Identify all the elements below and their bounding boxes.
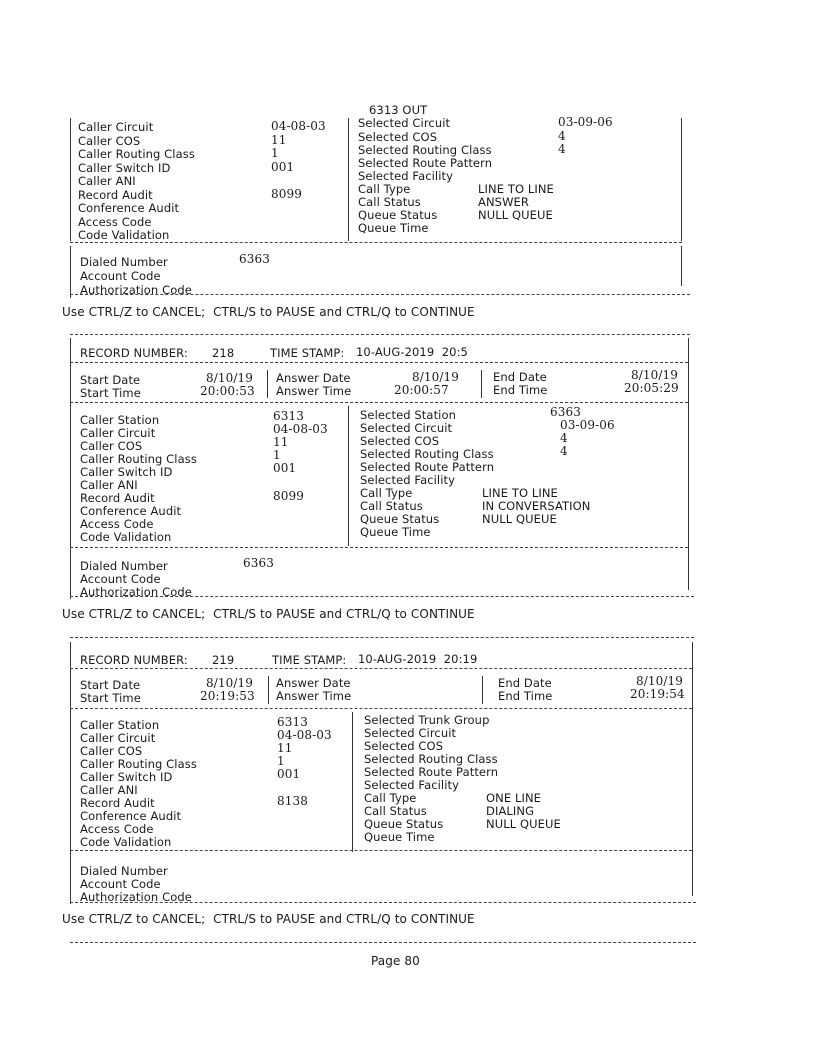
field-label: Access Code [80,822,154,836]
end-date: 8/10/19 [636,674,683,688]
account-code-label: Account Code [80,572,161,586]
field-label: Caller Switch ID [80,770,173,784]
authorization-code-label: Authorization Code [80,890,192,904]
field-value: 1 [277,754,285,768]
column-divider [348,406,349,546]
field-label: Queue Status [364,817,444,831]
field-label: Record Audit [80,491,155,505]
field-label: Conference Audit [80,504,182,518]
column-divider [348,118,349,241]
end-time: 20:19:54 [630,687,685,701]
left-border [70,246,71,298]
right-border [688,338,689,590]
left-border [70,338,71,599]
field-value: 6313 [277,715,308,729]
divider [70,242,682,243]
divider [70,708,692,709]
authorization-code-label: Authorization Code [80,585,192,599]
divider [70,850,692,851]
field-label: Call Type [360,486,413,500]
answer-date-label: Answer Date [276,371,351,385]
field-label: Record Audit [80,796,155,810]
field-value: 4 [560,444,568,458]
field-value: IN CONVERSATION [482,499,591,513]
field-value: 1 [271,146,279,160]
field-value: 6313 [273,409,304,423]
account-code-label: Account Code [80,877,161,891]
timestamp-label: TIME STAMP: [272,653,347,667]
answer-time-label: Answer Time [276,689,352,703]
start-date-label: Start Date [80,678,141,692]
field-label: Call Type [364,791,417,805]
start-time-label: Start Time [80,691,141,705]
field-value: 1 [273,448,281,462]
authorization-code-label: Authorization Code [80,283,192,297]
field-value: 4 [558,142,566,156]
field-label: Code Validation [80,835,172,849]
field-label: Call Status [364,804,427,818]
left-border [70,118,71,241]
column-divider [481,370,482,398]
field-value: NULL QUEUE [478,208,553,222]
field-label: Caller COS [80,439,143,453]
field-value: 6363 [550,405,581,419]
divider [70,637,694,638]
start-date: 8/10/19 [206,371,253,385]
field-label: Selected Station [360,408,456,422]
field-label: Conference Audit [80,809,182,823]
field-value: 001 [271,160,295,174]
field-label: Caller Switch ID [78,161,171,175]
record-number-label: RECORD NUMBER: [80,346,188,360]
field-label: Selected Trunk Group [364,713,490,727]
field-value: 11 [271,133,287,147]
record-number: 219 [212,653,235,667]
field-label: Selected COS [360,434,440,448]
field-label: Selected COS [364,739,444,753]
column-divider [352,712,353,852]
field-value: 11 [277,741,293,755]
field-value: 03-09-06 [560,418,615,432]
divider [70,402,688,403]
right-border [681,246,682,286]
continue-prompt: Use CTRL/Z to CANCEL; CTRL/S to PAUSE and CTRL/Q to CONTINUE [62,912,475,926]
timestamp-label: TIME STAMP: [270,346,345,360]
field-value: 04-08-03 [271,119,326,133]
column-divider [267,370,268,398]
answer-time: 20:00:57 [394,383,449,397]
field-label: Caller Routing Class [78,147,195,161]
end-date: 8/10/19 [631,368,678,382]
field-label: Call Status [360,499,423,513]
divider [70,668,692,669]
field-value: ANSWER [478,195,529,209]
record-number-label: RECORD NUMBER: [80,653,188,667]
field-label: Selected Routing Class [358,143,492,157]
field-value: LINE TO LINE [482,486,558,500]
start-time-label: Start Time [80,386,141,400]
dialed-number-value: 6363 [239,252,270,266]
column-divider [482,676,483,704]
answer-time-label: Answer Time [276,384,352,398]
end-date-label: End Date [493,370,547,384]
field-label: Selected COS [358,130,438,144]
field-label: Caller ANI [80,783,138,797]
field-label: Selected Route Pattern [360,460,495,474]
field-label: Selected Facility [360,473,456,487]
right-border [681,118,682,241]
left-border [70,642,71,904]
field-label: Access Code [78,215,152,229]
field-label: Code Validation [80,530,172,544]
field-label: Caller Circuit [80,426,156,440]
field-label: Caller COS [78,134,141,148]
field-label: Queue Time [364,830,435,844]
field-value: 001 [273,461,297,475]
dialed-number-label: Dialed Number [80,864,168,878]
field-value: 11 [273,435,289,449]
column-divider [268,676,269,704]
field-label: Selected Routing Class [364,752,498,766]
field-label: Caller Station [80,413,160,427]
end-time-label: End Time [498,689,553,703]
timestamp: 10-AUG-2019 20:19 [358,652,478,666]
field-label: Caller COS [80,744,143,758]
start-date-label: Start Date [80,373,141,387]
field-value: 8138 [277,794,308,808]
field-value: 4 [558,129,566,143]
out-header: 6313 OUT [369,103,428,117]
field-value: 001 [277,767,301,781]
field-label: Selected Route Pattern [358,156,493,170]
page-number: Page 80 [371,954,420,968]
start-date: 8/10/19 [206,676,253,690]
continue-prompt: Use CTRL/Z to CANCEL; CTRL/S to PAUSE and CTRL/Q to CONTINUE [62,305,475,319]
field-label: Selected Facility [364,778,460,792]
divider [70,902,696,903]
field-value: DIALING [486,804,535,818]
field-label: Code Validation [78,228,170,242]
field-label: Caller Routing Class [80,757,197,771]
field-label: Queue Status [358,208,438,222]
dialed-number-value: 6363 [243,556,274,570]
field-value: 8099 [273,489,304,503]
end-time-label: End Time [493,383,548,397]
divider [70,294,690,295]
divider [70,362,688,363]
field-label: Selected Circuit [360,421,453,435]
field-value: 4 [560,431,568,445]
answer-date: 8/10/19 [412,370,459,384]
field-value: LINE TO LINE [478,182,554,196]
field-value: 04-08-03 [273,422,328,436]
field-label: Call Type [358,182,411,196]
field-label: Selected Circuit [364,726,457,740]
end-time: 20:05:29 [624,381,679,395]
field-value: ONE LINE [486,791,542,805]
dialed-number-label: Dialed Number [80,255,168,269]
field-label: Selected Route Pattern [364,765,499,779]
field-label: Conference Audit [78,201,180,215]
field-value: NULL QUEUE [486,817,561,831]
field-label: Selected Circuit [358,116,451,130]
field-label: Call Status [358,195,421,209]
field-value: 8099 [271,187,302,201]
field-label: Caller Switch ID [80,465,173,479]
dialed-number-label: Dialed Number [80,559,168,573]
field-label: Caller ANI [78,174,136,188]
field-label: Caller Station [80,718,160,732]
field-label: Caller ANI [80,478,138,492]
field-label: Caller Circuit [78,120,154,134]
divider [70,334,690,335]
field-label: Queue Status [360,512,440,526]
field-label: Selected Routing Class [360,447,494,461]
record-number: 218 [212,346,235,360]
field-label: Queue Time [358,221,429,235]
field-label: Caller Routing Class [80,452,197,466]
field-label: Access Code [80,517,154,531]
start-time: 20:19:53 [200,689,255,703]
field-value: NULL QUEUE [482,512,557,526]
field-label: Caller Circuit [80,731,156,745]
field-value: 04-08-03 [277,728,332,742]
account-code-label: Account Code [80,269,161,283]
field-label: Selected Facility [358,169,454,183]
divider [70,942,696,943]
divider [70,547,688,548]
field-value: 03-09-06 [558,115,613,129]
continue-prompt: Use CTRL/Z to CANCEL; CTRL/S to PAUSE and CTRL/Q to CONTINUE [62,607,475,621]
end-date-label: End Date [498,676,552,690]
field-label: Queue Time [360,525,431,539]
field-label: Record Audit [78,188,153,202]
divider [70,596,694,597]
answer-date-label: Answer Date [276,676,351,690]
start-time: 20:00:53 [200,384,255,398]
right-border [692,642,693,896]
timestamp: 10-AUG-2019 20:5 [356,345,468,359]
